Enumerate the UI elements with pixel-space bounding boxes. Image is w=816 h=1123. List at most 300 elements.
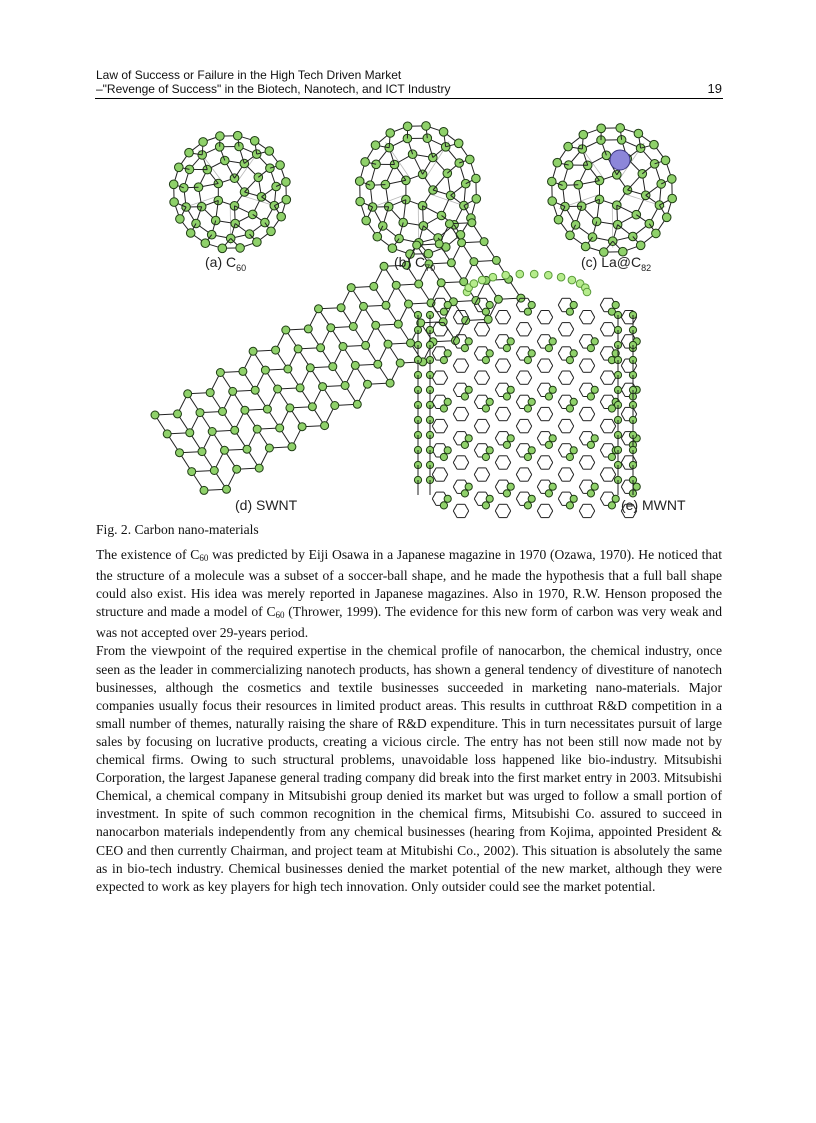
carbon-atom (444, 350, 451, 357)
bond (516, 347, 520, 354)
bond (474, 444, 478, 451)
carbon-atom (650, 140, 659, 149)
bond (600, 353, 604, 360)
bond (591, 463, 595, 470)
bond (558, 468, 562, 475)
bond (486, 426, 490, 433)
carbon-atom (286, 404, 294, 412)
label-d: (d) SWNT (235, 497, 298, 513)
carbon-atom (170, 198, 179, 207)
figure-carbon-nanomaterials (95, 110, 723, 520)
label-e: (e) MWNT (621, 497, 686, 513)
bond (537, 438, 541, 445)
bond (549, 359, 553, 366)
carbon-atom (579, 130, 588, 139)
carbon-atom (261, 366, 269, 374)
carbon-atom (465, 435, 472, 442)
carbon-atom (468, 219, 476, 227)
bond (495, 335, 499, 342)
carbon-atom (198, 448, 206, 456)
carbon-atom (284, 365, 292, 373)
carbon-atom (524, 502, 531, 509)
bond (579, 438, 583, 445)
carbon-atom (597, 124, 606, 133)
bond (474, 492, 478, 499)
carbon-atom (233, 465, 241, 473)
bond (474, 499, 478, 506)
bond (558, 426, 562, 433)
bond (579, 487, 583, 494)
carbon-atom (277, 212, 286, 221)
carbon-atom (351, 361, 359, 369)
bond (570, 475, 574, 482)
carbon-atom (528, 301, 535, 308)
carbon-atom (566, 453, 573, 460)
carbon-atom (288, 443, 296, 451)
carbon-atom (440, 502, 447, 509)
carbon-atom (362, 341, 370, 349)
label-a: (a) $C_{60}$ (205, 254, 247, 273)
bond (528, 475, 532, 482)
bond (453, 311, 457, 318)
bond (621, 456, 625, 463)
bond (474, 353, 478, 360)
bond (507, 407, 511, 414)
bond (612, 468, 616, 475)
carbon-atom (210, 467, 218, 475)
bond (621, 366, 625, 373)
carbon-atom (482, 308, 489, 315)
carbon-atom (199, 138, 208, 147)
bond (537, 390, 541, 397)
c60-molecule (169, 131, 290, 252)
carbon-atom (236, 244, 245, 253)
carbon-atom (652, 229, 661, 238)
bond (507, 311, 511, 318)
bond (444, 419, 448, 426)
carbon-atom (415, 280, 423, 288)
carbon-atom (270, 201, 279, 210)
carbon-atom (151, 411, 159, 419)
carbon-atom (440, 357, 447, 364)
bond (495, 438, 499, 445)
carbon-atom (163, 430, 171, 438)
bond (579, 335, 583, 342)
bond (537, 487, 541, 494)
bond (600, 371, 604, 378)
carbon-atom (465, 483, 472, 490)
carbon-atom (439, 318, 447, 326)
bond (453, 511, 457, 518)
carbon-atom (549, 435, 556, 442)
carbon-atom (634, 129, 643, 138)
carbon-atom (349, 323, 357, 331)
carbon-atom (176, 215, 185, 224)
bond (591, 311, 595, 318)
carbon-atom (587, 393, 594, 400)
bond (465, 366, 469, 373)
bond (516, 329, 520, 336)
bond (453, 487, 457, 494)
bond (600, 444, 604, 451)
bond (600, 499, 604, 506)
carbon-atom (372, 160, 381, 169)
bond (591, 511, 595, 518)
carbon-atom (486, 495, 493, 502)
carbon-atom (507, 386, 514, 393)
carbon-atom (661, 156, 670, 165)
bond (600, 426, 604, 433)
carbon-atom (267, 227, 276, 236)
bond (507, 317, 511, 324)
bond (579, 317, 583, 324)
bond (474, 450, 478, 457)
carbon-atom (184, 390, 192, 398)
bond (507, 456, 511, 463)
carbon-atom (447, 259, 455, 267)
carbon-atom (528, 447, 535, 454)
bond (558, 492, 562, 499)
carbon-atom (616, 124, 625, 133)
bond (474, 395, 478, 402)
carbon-atom (218, 244, 227, 253)
carbon-atom (486, 350, 493, 357)
carbon-atom (456, 231, 465, 240)
carbon-atom (571, 221, 580, 230)
carbon-atom (482, 357, 489, 364)
carbon-atom (403, 122, 412, 131)
bond (474, 475, 478, 482)
bond (495, 311, 499, 318)
bond (579, 480, 583, 487)
bond (516, 450, 520, 457)
bond (537, 311, 541, 318)
carbon-atom (233, 131, 242, 140)
carbon-atom (444, 447, 451, 454)
bond (537, 432, 541, 439)
bond (600, 395, 604, 402)
bond (537, 407, 541, 414)
carbon-atom (355, 177, 364, 186)
carbon-atom (308, 403, 316, 411)
bond (453, 456, 457, 463)
bond (537, 456, 541, 463)
bond (537, 504, 541, 511)
bond (453, 463, 457, 470)
carbon-atom (503, 345, 510, 352)
label-c: (c) $La@C_{82}$ (581, 254, 652, 273)
carbon-atom (396, 359, 404, 367)
bond (516, 353, 520, 360)
bond (600, 419, 604, 426)
carbon-atom (486, 447, 493, 454)
carbon-atom (465, 338, 472, 345)
carbon-atom (470, 258, 478, 266)
carbon-atom (223, 485, 231, 493)
bond (465, 511, 469, 518)
bond (558, 378, 562, 385)
carbon-atom (570, 350, 577, 357)
bond (579, 463, 583, 470)
carbon-atom (360, 302, 368, 310)
carbon-atom (200, 486, 208, 494)
figure-illustration (95, 110, 723, 520)
carbon-atom (503, 393, 510, 400)
carbon-atom (386, 129, 395, 138)
bond (600, 378, 604, 385)
bond (621, 438, 625, 445)
bond (558, 329, 562, 336)
bond (579, 511, 583, 518)
carbon-atom (482, 453, 489, 460)
bond (516, 419, 520, 426)
cap-atom (502, 271, 510, 279)
body-text (96, 546, 722, 896)
bond (537, 366, 541, 373)
carbon-atom (296, 384, 304, 392)
bond (486, 378, 490, 385)
carbon-atom (602, 151, 611, 160)
carbon-atom (437, 279, 445, 287)
cap-atom (530, 270, 538, 278)
carbon-atom (208, 428, 216, 436)
carbon-atom (466, 155, 475, 164)
bond (474, 371, 478, 378)
bond (570, 371, 574, 378)
carbon-atom (445, 220, 453, 228)
carbon-atom (294, 345, 302, 353)
carbon-atom (370, 282, 378, 290)
bond (495, 463, 499, 470)
carbon-atom (371, 141, 380, 150)
header-title-line2: –"Revenge of Success" in the Biotech, Nanotech, and ICT Industry (96, 82, 451, 96)
carbon-atom (472, 297, 480, 305)
carbon-atom (196, 409, 204, 417)
bond (432, 395, 436, 402)
carbon-atom (566, 405, 573, 412)
bond (600, 468, 604, 475)
carbon-atom (440, 453, 447, 460)
carbon-atom (321, 422, 329, 430)
bond (516, 444, 520, 451)
carbon-atom (175, 163, 184, 172)
carbon-atom (524, 453, 531, 460)
carbon-atom (492, 256, 500, 264)
carbon-atom (424, 249, 433, 258)
bond (621, 317, 625, 324)
bond (621, 335, 625, 342)
carbon-atom (554, 215, 563, 224)
carbon-atom (472, 174, 481, 183)
bond (537, 341, 541, 348)
carbon-atom (407, 339, 415, 347)
carbon-atom (566, 308, 573, 315)
carbon-atom (405, 300, 413, 308)
bond (549, 463, 553, 470)
bond (570, 426, 574, 433)
carbon-atom (347, 284, 355, 292)
bond (516, 395, 520, 402)
carbon-atom (356, 197, 365, 206)
bond (444, 378, 448, 385)
carbon-atom (591, 386, 598, 393)
bond (558, 323, 562, 330)
carbon-atom (304, 325, 312, 333)
bond (537, 383, 541, 390)
bond (570, 419, 574, 426)
carbon-atom (545, 490, 552, 497)
carbon-atom (337, 304, 345, 312)
carbon-atom (587, 490, 594, 497)
carbon-atom (549, 483, 556, 490)
carbon-atom (254, 173, 263, 182)
bond (579, 359, 583, 366)
bond (549, 456, 553, 463)
carbon-atom (231, 426, 239, 434)
carbon-atom (524, 357, 531, 364)
bond (516, 402, 520, 409)
cap-atom (478, 276, 486, 284)
bond (516, 426, 520, 433)
bond (579, 390, 583, 397)
bond (465, 504, 469, 511)
carbon-atom (265, 444, 273, 452)
bond (474, 468, 478, 475)
bond (444, 371, 448, 378)
carbon-atom (480, 238, 488, 246)
bond (453, 407, 457, 414)
carbon-atom (394, 320, 402, 328)
bond (453, 383, 457, 390)
bond (600, 305, 604, 312)
bond (507, 359, 511, 366)
bond (549, 317, 553, 324)
carbon-atom (402, 176, 411, 185)
carbon-atom (461, 441, 468, 448)
figure-caption: Fig. 2. Carbon nano-materials (96, 522, 259, 537)
bond (591, 366, 595, 373)
bond (612, 426, 616, 433)
cap-atom (489, 273, 497, 281)
carbon-atom (486, 301, 493, 308)
bond (453, 390, 457, 397)
bond (549, 504, 553, 511)
carbon-atom (243, 445, 251, 453)
bond (537, 463, 541, 470)
bond (516, 378, 520, 385)
carbon-atom (186, 229, 195, 238)
bond (432, 426, 436, 433)
carbon-atom (265, 147, 274, 156)
carbon-atom (461, 345, 468, 352)
bond (495, 432, 499, 439)
bond (558, 347, 562, 354)
carbon-atom (263, 405, 271, 413)
bond (495, 366, 499, 373)
carbon-atom (374, 360, 382, 368)
carbon-atom (206, 389, 214, 397)
bond (570, 329, 574, 336)
carbon-atom (545, 345, 552, 352)
carbon-atom (251, 386, 259, 394)
bond (516, 323, 520, 330)
bond (549, 511, 553, 518)
cap-atom (568, 276, 576, 284)
carbon-atom (229, 387, 237, 395)
bond (549, 366, 553, 373)
bond (495, 390, 499, 397)
bond (579, 432, 583, 439)
carbon-atom (276, 161, 285, 170)
bond (516, 499, 520, 506)
bond (612, 378, 616, 385)
carbon-atom (331, 402, 339, 410)
carbon-atom (482, 502, 489, 509)
bond (537, 335, 541, 342)
c70-molecule (355, 122, 480, 259)
carbon-atom (392, 281, 400, 289)
carbon-atom (482, 405, 489, 412)
carbon-atom (361, 158, 370, 167)
carbon-atom (503, 490, 510, 497)
carbon-atom (185, 148, 194, 157)
carbon-atom (364, 380, 372, 388)
carbon-atom (386, 379, 394, 387)
carbon-atom (327, 324, 335, 332)
carbon-atom (570, 398, 577, 405)
carbon-atom (353, 400, 361, 408)
bond (528, 371, 532, 378)
carbon-atom (188, 468, 196, 476)
bond (465, 414, 469, 421)
bond (444, 475, 448, 482)
carbon-atom (249, 347, 257, 355)
carbon-atom (241, 406, 249, 414)
carbon-atom (545, 393, 552, 400)
bond (465, 463, 469, 470)
carbon-atom (382, 301, 390, 309)
bond (495, 317, 499, 324)
bond (432, 378, 436, 385)
carbon-atom (633, 483, 640, 490)
carbon-atom (587, 441, 594, 448)
carbon-atom (548, 197, 557, 206)
carbon-atom (587, 345, 594, 352)
carbon-atom (612, 495, 619, 502)
bond (537, 480, 541, 487)
carbon-atom (454, 139, 463, 148)
carbon-atom (570, 301, 577, 308)
bond (600, 492, 604, 499)
bond (486, 468, 490, 475)
bond (495, 456, 499, 463)
bond (444, 468, 448, 475)
bond (453, 504, 457, 511)
bond (465, 456, 469, 463)
la-c82-molecule (548, 124, 677, 257)
bond (579, 311, 583, 318)
carbon-atom (444, 398, 451, 405)
carbon-atom (553, 158, 562, 167)
bond (495, 511, 499, 518)
carbon-atom (440, 405, 447, 412)
carbon-atom (636, 241, 645, 250)
bond (516, 475, 520, 482)
carbon-atom (650, 160, 659, 169)
cap-atom (516, 270, 524, 278)
bond (579, 456, 583, 463)
bond (474, 329, 478, 336)
